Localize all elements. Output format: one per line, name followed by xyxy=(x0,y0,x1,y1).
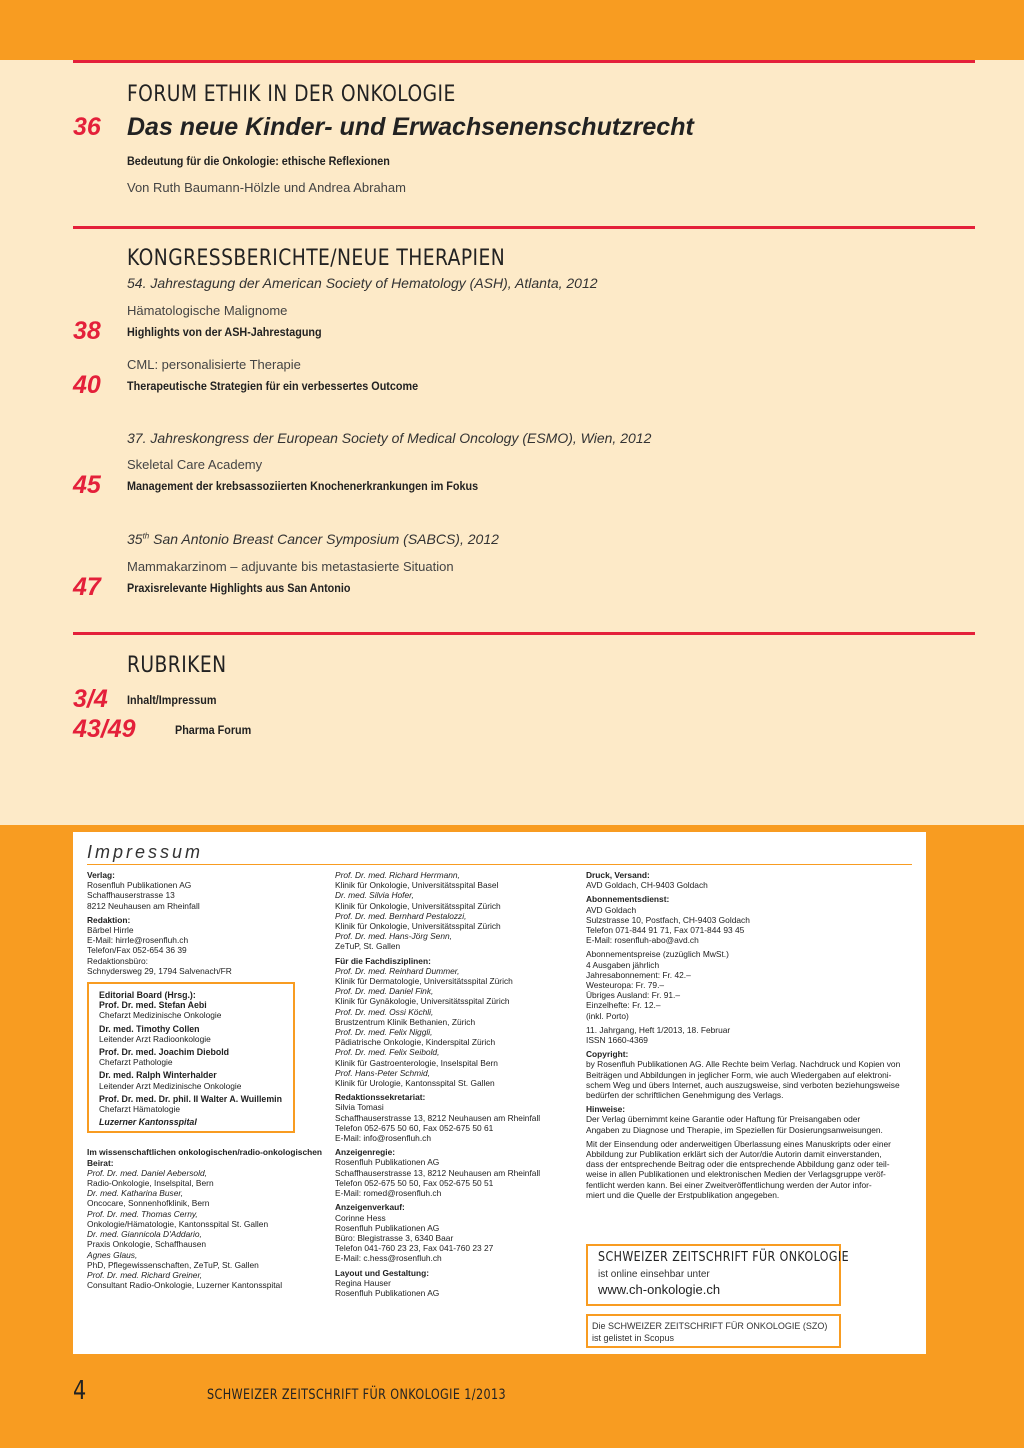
abo-line: AVD Goldach xyxy=(586,904,637,915)
section-heading-forum: FORUM ETHIK IN DER ONKOLOGIE xyxy=(127,82,456,107)
page-number-38[interactable]: 38 xyxy=(73,317,101,345)
article-title-forum[interactable]: Das neue Kinder- und Erwachsenenschutzrecht xyxy=(127,113,694,141)
copyright-line: Beiträgen und Abbildungen in jeglicher Form, wie auch Wiedergaben auf elektroni- xyxy=(586,1069,892,1080)
board-member-role: Leitender Arzt Medizinische Onkologie xyxy=(99,1080,242,1091)
beirat-inst: Klinik für Onkologie, Universitätsspital Zürich xyxy=(335,921,501,932)
page-number-47[interactable]: 47 xyxy=(73,573,101,601)
layout-heading: Layout und Gestaltung: xyxy=(335,1267,429,1278)
board-member-role: Leitender Arzt Radioonkologie xyxy=(99,1033,211,1044)
einsendung-line: miert und die Quelle der Erstpublikation angegeben. xyxy=(586,1189,780,1200)
beirat-inst: Klinik für Onkologie, Universitätsspital Basel xyxy=(335,880,499,891)
sekretariat-email[interactable]: E-Mail: info@rosenfluh.ch xyxy=(335,1133,432,1144)
congress-title-ash: 54. Jahrestagung der American Society of Hematology (ASH), Atlanta, 2012 xyxy=(127,275,598,291)
einsendung-line: weise in allen Publikationen und elektronischen Medien der Verlagsgruppe veröf- xyxy=(586,1169,886,1180)
beirat-name: Prof. Dr. med. Bernhard Pestalozzi, xyxy=(335,910,467,921)
beirat-name: Dr. med. Silvia Hofer, xyxy=(335,890,414,901)
board-institution: Luzerner Kantonsspital xyxy=(99,1117,197,1128)
scopus-line: ist gelistet in Scopus xyxy=(592,1333,675,1343)
board-member-role: Chefarzt Pathologie xyxy=(99,1057,173,1068)
anzeigenverkauf-line: Corinne Hess xyxy=(335,1212,386,1223)
beirat-name: Prof. Dr. med. Richard Greiner, xyxy=(87,1269,203,1280)
einsendung-line: fentlicht werden kann. Bei einer Zweitveröffentlichung werden der Autor infor- xyxy=(586,1179,872,1190)
fach-inst: Klinik für Dermatologie, Universitätsspital Zürich xyxy=(335,976,513,987)
sekretariat-heading: Redaktionssekretariat: xyxy=(335,1092,426,1103)
fach-inst: Klinik für Gastroenterologie, Inselspital Bern xyxy=(335,1057,498,1068)
congress-title-esmo: 37. Jahreskongress der European Society of Medical Oncology (ESMO), Wien, 2012 xyxy=(127,430,652,446)
redaktion-heading: Redaktion: xyxy=(87,914,131,925)
footer-page-number: 4 xyxy=(73,1376,87,1406)
page-number-3-4[interactable]: 3/4 xyxy=(73,685,108,713)
copyright-heading: Copyright: xyxy=(586,1049,629,1060)
preise-line: (inkl. Porto) xyxy=(586,1010,629,1021)
copyright-line: schem Weg und übers Internet, auch auszugsweise, sind verboten beziehungsweise xyxy=(586,1079,900,1090)
beirat-inst: Oncocare, Sonnenhofklinik, Bern xyxy=(87,1198,210,1209)
article-title[interactable]: Highlights von der ASH-Jahrestagung xyxy=(127,325,322,339)
anzeigenverkauf-line: Rosenfluh Publikationen AG xyxy=(335,1222,440,1233)
rubrik-title[interactable]: Inhalt/Impressum xyxy=(127,693,217,707)
impressum-divider xyxy=(87,864,912,865)
top-band xyxy=(0,0,1024,60)
fach-name: Prof. Dr. med. Reinhard Dummer, xyxy=(335,965,460,976)
page-number-40[interactable]: 40 xyxy=(73,371,101,399)
footer-journal-title: SCHWEIZER ZEITSCHRIFT FÜR ONKOLOGIE 1/2013 xyxy=(207,1387,507,1403)
section-heading-kongress: KONGRESSBERICHTE/NEUE THERAPIEN xyxy=(127,246,506,271)
fach-name: Prof. Hans-Peter Schmid, xyxy=(335,1067,430,1078)
beirat-name: Dr. med. Giannicola D'Addario, xyxy=(87,1229,202,1240)
fach-name: Prof. Dr. med. Felix Seibold, xyxy=(335,1047,440,1058)
preise-line: Übriges Ausland: Fr. 91.– xyxy=(586,990,681,1001)
copyright-line: bedürfen der schriftlichen Genehmigung des Verlags. xyxy=(586,1090,784,1101)
article-title[interactable]: Praxisrelevante Highlights aus San Antonio xyxy=(127,581,351,595)
fach-inst: Brustzentrum Klinik Bethanien, Zürich xyxy=(335,1016,476,1027)
beirat-name: Prof. Dr. med. Richard Herrmann, xyxy=(335,870,460,880)
einsendung-line: Abbildung zur Publikation erklärt sich der Autor/die Autorin damit einverstanden, xyxy=(586,1149,882,1160)
anzeigenregie-line: Telefon 052-675 50 50, Fax 052-675 50 51 xyxy=(335,1177,494,1188)
beirat-inst: Radio-Onkologie, Inselspital, Bern xyxy=(87,1178,214,1189)
abo-email[interactable]: E-Mail: rosenfluh-abo@avd.ch xyxy=(586,935,699,946)
anzeigenverkauf-heading: Anzeigenverkauf: xyxy=(335,1202,405,1213)
board-member-name: Dr. med. Timothy Collen xyxy=(99,1023,200,1034)
redaktion-line: Bärbel Hirrle xyxy=(87,925,134,936)
anzeigenregie-line: Schaffhauserstrasse 13, 8212 Neuhausen am Rheinfall xyxy=(335,1167,541,1178)
druck-line: AVD Goldach, CH-9403 Goldach xyxy=(586,880,708,891)
redaktion-line: Schnydersweg 29, 1794 Salvenach/FR xyxy=(87,965,232,976)
online-box xyxy=(586,1244,849,1306)
anzeigenverkauf-email[interactable]: E-Mail: c.hess@rosenfluh.ch xyxy=(335,1253,442,1264)
section-rule xyxy=(73,632,975,635)
impressum-column-2 xyxy=(335,870,575,1298)
impressum-column-3 xyxy=(586,870,921,1200)
section-heading-rubriken: RUBRIKEN xyxy=(127,653,227,678)
abo-heading: Abonnementsdienst: xyxy=(586,894,670,905)
hinweis-line: Angaben zu Diagnose und Therapie, im Speziellen für Dosierungsanweisungen. xyxy=(586,1124,883,1135)
verlag-line: Schaffhauserstrasse 13 xyxy=(87,890,175,901)
beirat-name: Agnes Glaus, xyxy=(87,1249,138,1260)
fach-inst: Pädiatrische Onkologie, Kinderspital Zürich xyxy=(335,1037,496,1048)
article-subtitle-forum: Bedeutung für die Onkologie: ethische Reflexionen xyxy=(127,154,390,168)
board-member-name: Prof. Dr. med. Dr. phil. II Walter A. Wuillemin xyxy=(99,1093,282,1104)
article-topic: Skeletal Care Academy xyxy=(127,457,263,472)
congress-title-sabcs xyxy=(127,531,499,547)
beirat-inst: Onkologie/Hämatologie, Kantonsspital St. Gallen xyxy=(87,1218,269,1229)
rubrik-title[interactable]: Pharma Forum xyxy=(175,723,252,737)
preise-line: Westeuropa: Fr. 79.– xyxy=(586,980,665,991)
preise-line: Jahresabonnement: Fr. 42.– xyxy=(586,969,691,980)
article-authors-forum: Von Ruth Baumann-Hölzle und Andrea Abraham xyxy=(127,180,406,195)
verlag-heading: Verlag: xyxy=(87,870,115,880)
layout-line: Regina Hauser xyxy=(335,1277,391,1288)
preise-line: 4 Ausgaben jährlich xyxy=(586,959,660,970)
beirat-inst: PhD, Pflegewissenschaften, ZeTuP, St. Gallen xyxy=(87,1259,259,1270)
impressum-title: Impressum xyxy=(87,842,204,862)
online-box-url[interactable]: www.ch-onkologie.ch xyxy=(598,1282,721,1297)
redaktion-email[interactable]: E-Mail: hirrle@rosenfluh.ch xyxy=(87,935,189,946)
article-topic: Mammakarzinom – adjuvante bis metastasierte Situation xyxy=(127,559,454,574)
article-title[interactable]: Therapeutische Strategien für ein verbessertes Outcome xyxy=(127,379,419,393)
sekretariat-line: Telefon 052-675 50 60, Fax 052-675 50 61 xyxy=(335,1122,494,1133)
impressum-column-1 xyxy=(87,870,327,1290)
sabcs-superscript: th xyxy=(142,531,150,541)
page-number-45[interactable]: 45 xyxy=(73,471,101,499)
einsendung-line: Mit der Einsendung oder anderweitigen Überlassung eines Manuskripts oder einer xyxy=(586,1138,891,1149)
redaktion-line: Redaktionsbüro: xyxy=(87,955,148,966)
fachdisziplinen-heading: Für die Fachdisziplinen: xyxy=(335,955,431,966)
hinweis-line: Der Verlag übernimmt keine Garantie oder Haftung für Preisangaben oder xyxy=(586,1114,861,1125)
page-number-43-49[interactable]: 43/49 xyxy=(73,715,136,743)
beirat-name: Prof. Dr. med. Daniel Aebersold, xyxy=(87,1167,207,1178)
anzeigenregie-heading: Anzeigenregie: xyxy=(335,1147,396,1158)
scopus-box xyxy=(586,1314,841,1348)
beirat-inst: ZeTuP, St. Gallen xyxy=(335,941,401,952)
board-member-role: Chefarzt Medizinische Onkologie xyxy=(99,1010,222,1021)
online-box-subtitle: ist online einsehbar unter xyxy=(598,1269,710,1280)
section-rule xyxy=(73,60,975,63)
fach-name: Prof. Dr. med. Ossi Köchli, xyxy=(335,1006,434,1017)
sabcs-number: 35 xyxy=(127,531,143,547)
abo-line: Sulzstrasse 10, Postfach, CH-9403 Goldach xyxy=(586,914,750,925)
fach-inst: Klinik für Urologie, Kantonsspital St. Gallen xyxy=(335,1078,495,1089)
sabcs-title: San Antonio Breast Cancer Symposium (SABCS), 2012 xyxy=(149,531,499,547)
anzeigenverkauf-line: Telefon 041-760 23 23, Fax 041-760 23 27 xyxy=(335,1243,494,1254)
beirat-name: Prof. Dr. med. Thomas Cerny, xyxy=(87,1208,198,1219)
scopus-line: Die SCHWEIZER ZEITSCHRIFT FÜR ONKOLOGIE (SZO) xyxy=(592,1321,828,1331)
beirat-inst: Praxis Onkologie, Schaffhausen xyxy=(87,1239,207,1250)
anzeigenregie-email[interactable]: E-Mail: romed@rosenfluh.ch xyxy=(335,1188,442,1199)
druck-heading: Druck, Versand: xyxy=(586,870,650,880)
layout-line: Rosenfluh Publikationen AG xyxy=(335,1287,440,1298)
sekretariat-line: Schaffhauserstrasse 13, 8212 Neuhausen am Rheinfall xyxy=(335,1112,541,1123)
beirat-heading: Im wissenschaftlichen onkologischen/radio-onkologischen Beirat: xyxy=(87,1147,323,1168)
article-title[interactable]: Management der krebsassoziierten Knochenerkrankungen im Fokus xyxy=(127,479,479,493)
issn-line: ISSN 1660-4369 xyxy=(586,1035,648,1046)
board-member-name: Prof. Dr. med. Stefan Aebi xyxy=(99,1000,207,1011)
redaktion-line: Telefon/Fax 052-654 36 39 xyxy=(87,945,187,956)
preise-line: Einzelhefte: Fr. 12.– xyxy=(586,1000,661,1011)
editorial-board-box xyxy=(87,982,295,1133)
beirat-name: Prof. Dr. med. Hans-Jörg Senn, xyxy=(335,931,452,942)
board-member-name: Prof. Dr. med. Joachim Diebold xyxy=(99,1047,230,1058)
impressum-box xyxy=(73,832,926,1354)
article-topic: CML: personalisierte Therapie xyxy=(127,357,301,372)
article-topic: Hämatologische Malignome xyxy=(127,303,288,318)
hinweis-heading: Hinweise: xyxy=(586,1104,626,1115)
abo-line: Telefon 071-844 91 71, Fax 071-844 93 45 xyxy=(586,925,745,936)
copyright-line: by Rosenfluh Publikationen AG. Alle Rechte beim Verlag. Nachdruck und Kopien von xyxy=(586,1059,901,1070)
section-rule xyxy=(73,226,975,229)
sekretariat-line: Silvia Tomasi xyxy=(335,1102,384,1113)
beirat-name: Dr. med. Katharina Buser, xyxy=(87,1188,184,1199)
anzeigenverkauf-line: Büro: Blegistrasse 3, 6340 Baar xyxy=(335,1232,454,1243)
einsendung-line: dass der entsprechende Beitrag oder die entsprechende Abbildung ganz oder teil- xyxy=(586,1159,890,1170)
fach-name: Prof. Dr. med. Daniel Fink, xyxy=(335,986,434,997)
verlag-line: 8212 Neuhausen am Rheinfall xyxy=(87,900,200,911)
beirat-inst: Klinik für Onkologie, Universitätsspital Zürich xyxy=(335,900,501,911)
board-member-role: Chefarzt Hämatologie xyxy=(99,1104,180,1115)
editorial-board-heading: Editorial Board (Hrsg.): xyxy=(99,990,196,1001)
online-box-title: SCHWEIZER ZEITSCHRIFT FÜR ONKOLOGIE xyxy=(598,1250,849,1265)
preise-line: Abonnementspreise (zuzüglich MwSt.) xyxy=(586,949,729,960)
verlag-line: Rosenfluh Publikationen AG xyxy=(87,880,192,891)
jahrgang-line: 11. Jahrgang, Heft 1/2013, 18. Februar xyxy=(586,1024,731,1035)
anzeigenregie-line: Rosenfluh Publikationen AG xyxy=(335,1157,440,1168)
fach-name: Prof. Dr. med. Felix Niggli, xyxy=(335,1027,433,1038)
page-number-36[interactable]: 36 xyxy=(73,113,101,141)
beirat-inst: Consultant Radio-Onkologie, Luzerner Kantonsspital xyxy=(87,1280,283,1291)
board-member-name: Dr. med. Ralph Winterhalder xyxy=(99,1070,217,1081)
fach-inst: Klinik für Gynäkologie, Universitätsspital Zürich xyxy=(335,996,510,1007)
